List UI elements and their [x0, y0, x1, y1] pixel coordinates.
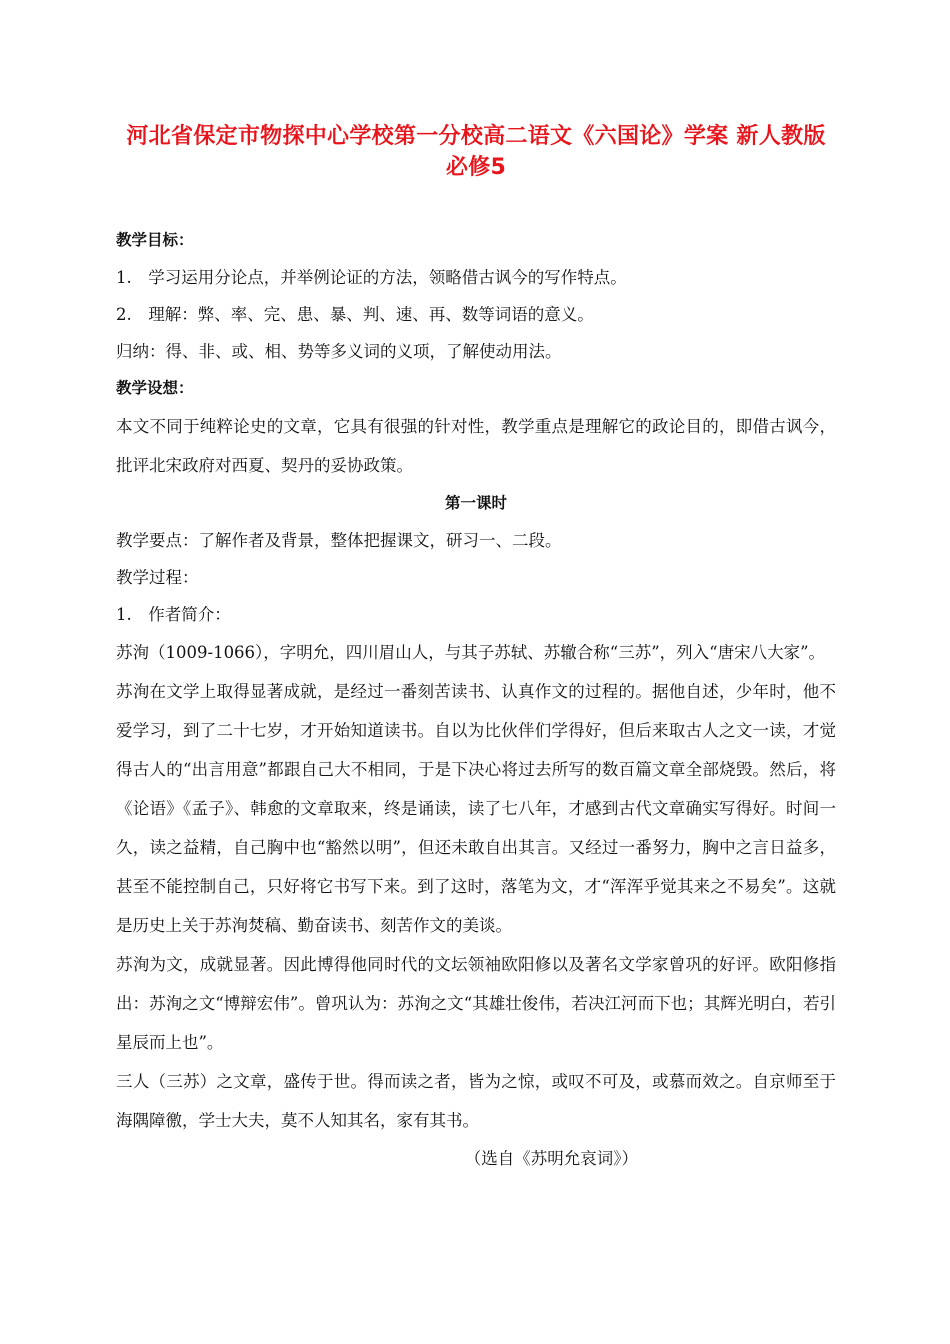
objective-item: 2. 理解：弊、率、完、患、暴、判、速、再、数等词语的意义。 [116, 305, 594, 324]
document-title [116, 121, 836, 183]
document-title-line2: 必修5 [445, 155, 507, 180]
objectives-heading: 教学目标： [116, 231, 194, 249]
author-paragraph: 苏洵（1009-1066），字明允，四川眉山人，与其子苏轼、苏辙合称“三苏”，列入“唐宋八大家”。 [116, 643, 826, 662]
objective-item: 归纳：得、非、或、相、势等多义词的义项，了解使动用法。 [116, 342, 562, 361]
author-paragraph: 三人（三苏）之文章，盛传于世。得而读之者，皆为之惊，或叹不可及，或慕而效之。自京师至于海隅障徼，学士大夫，莫不人知其名，家有其书。 [116, 1072, 836, 1130]
lesson-points: 教学要点：了解作者及背景，整体把握课文，研习一、二段。 [116, 531, 562, 550]
document-body [116, 222, 836, 1177]
source-citation: （选自《苏明允哀词》） [464, 1149, 638, 1168]
author-intro-heading: 1. 作者简介： [116, 605, 231, 624]
lesson-heading: 第一课时 [444, 494, 507, 512]
author-paragraph: 苏洵为文，成就显著。因此博得他同时代的文坛领袖欧阳修以及著名文学家曾巩的好评。欧阳修指出：苏洵之文“博辩宏伟”。曾巩认为：苏洵之文“其雄壮俊伟，若决江河而下也；其辉光明白，若引星辰而上也”。 [116, 955, 836, 1052]
concept-paragraph: 本文不同于纯粹论史的文章，它具有很强的针对性，教学重点是理解它的政论目的，即借古讽今，批评北宋政府对西夏、契丹的妥协政策。 [116, 417, 836, 475]
author-paragraph: 苏洵在文学上取得显著成就，是经过一番刻苦读书、认真作文的过程的。据他自述，少年时，他不爱学习，到了二十七岁，才开始知道读书。自以为比伙伴们学得好，但后来取古人之文一读，才觉得古人的“出言用意”都跟自己大不相同，于是下决心将过去所写的数百篇文章全部烧毁。然后，将《论语》《孟子》、韩愈的文章取来，终是诵读，读了七八年，才感到古代文章确实写得好。时间一久，读之益精，自己胸中也“豁然以明”，但还未敢自出其言。又经过一番努力，胸中之言日益多，甚至不能控制自己，只好将它书写下来。到了这时，落笔为文，才“浑浑乎觉其来之不易矣”。这就是历史上关于苏洵焚稿、勤奋读书、刻苦作文的美谈。 [116, 682, 836, 935]
document-title-line1: 河北省保定市物探中心学校第一分校高二语文《六国论》学案 新人教版 [126, 124, 826, 149]
lesson-process-label: 教学过程： [116, 568, 199, 587]
objective-item: 1. 学习运用分论点，并举例论证的方法，领略借古讽今的写作特点。 [116, 268, 627, 287]
concept-heading: 教学设想： [116, 379, 194, 397]
